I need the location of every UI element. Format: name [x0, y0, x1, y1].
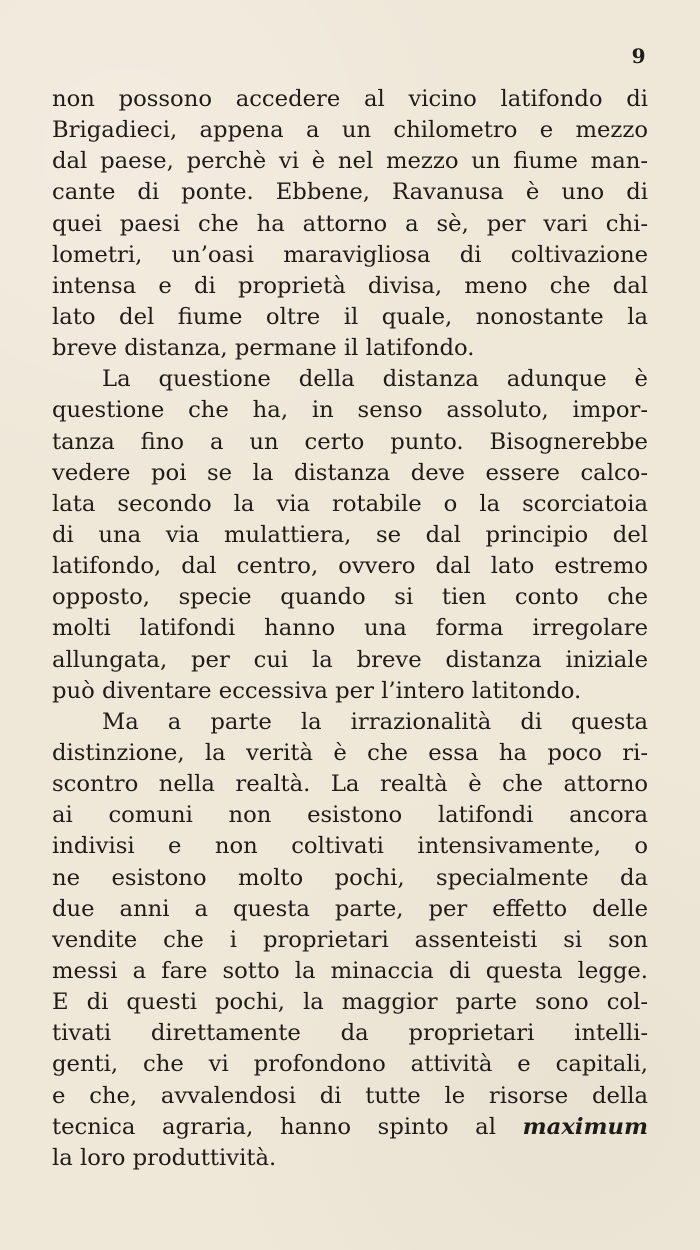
- text-line: lato del fiume oltre il quale, nonostante la: [52, 303, 648, 330]
- text-line: vedere poi se la distanza deve essere calco-: [52, 459, 648, 486]
- text-line: quei paesi che ha attorno a sè, per vari chi-: [52, 210, 648, 237]
- text-line: genti, che vi profondono attività e capitali,: [52, 1051, 648, 1078]
- text-line: cante di ponte. Ebbene, Ravanusa è uno di: [52, 179, 648, 206]
- text-line: questione che ha, in senso assoluto, impor-: [52, 397, 648, 424]
- text-line: latifondo, dal centro, ovvero dal lato estremo: [52, 553, 648, 580]
- text-line: due anni a questa parte, per effetto delle: [52, 895, 648, 922]
- text-line: breve distanza, permane il latifondo.: [52, 335, 475, 362]
- page-text: [52, 84, 648, 1174]
- italic-emphasis-word: maximum: [522, 1113, 648, 1140]
- text-line: può diventare eccessiva per l’intero latitondo.: [52, 677, 582, 704]
- text-line: dal paese, perchè vi è nel mezzo un fiume man-: [52, 148, 648, 175]
- text-line: molti latifondi hanno una forma irregolare: [52, 615, 648, 642]
- text-line-with-emphasis: [52, 1112, 648, 1143]
- text-line: di una via mulattiera, se dal principio del: [52, 521, 648, 548]
- text-line: allungata, per cui la breve distanza iniziale: [52, 646, 648, 673]
- text-line: messi a fare sotto la minaccia di questa legge.: [52, 957, 648, 984]
- text-line: lometri, un’oasi maravigliosa di coltivazione: [52, 241, 648, 268]
- text-line: intensa e di proprietà divisa, meno che dal: [52, 272, 648, 299]
- text-line: ai comuni non esistono latifondi ancora: [52, 802, 648, 829]
- text-line: tanza fino a un certo punto. Bisognerebbe: [52, 428, 648, 455]
- text-line: indivisi e non coltivati intensivamente, o: [52, 833, 648, 860]
- text-line: scontro nella realtà. La realtà è che attorno: [52, 771, 648, 798]
- text-line: La questione della distanza adunque è: [102, 366, 648, 393]
- text-line: Brigadieci, appena a un chilometro e mezzo: [52, 117, 648, 144]
- text-line: vendite che i proprietari assenteisti si son: [52, 926, 648, 953]
- text-line: ne esistono molto pochi, specialmente da: [52, 864, 648, 891]
- text-line: lata secondo la via rotabile o la scorciatoia: [52, 490, 648, 517]
- text-line: distinzione, la verità è che essa ha poco ri-: [52, 739, 648, 766]
- text-line: la loro produttività.: [52, 1144, 277, 1171]
- text-line-lead: tecnica agraria, hanno spinto al: [52, 1113, 496, 1140]
- text-line: e che, avvalendosi di tutte le risorse della: [52, 1082, 648, 1109]
- text-line: Ma a parte la irrazionalità di questa: [102, 708, 648, 735]
- text-line: non possono accedere al vicino latifondo di: [52, 86, 648, 112]
- page-number: 9: [631, 44, 646, 68]
- text-line: opposto, specie quando si tien conto che: [52, 584, 648, 611]
- text-line: tivati direttamente da proprietari intelli-: [52, 1020, 648, 1047]
- text-line: E di questi pochi, la maggior parte sono col-: [52, 989, 648, 1016]
